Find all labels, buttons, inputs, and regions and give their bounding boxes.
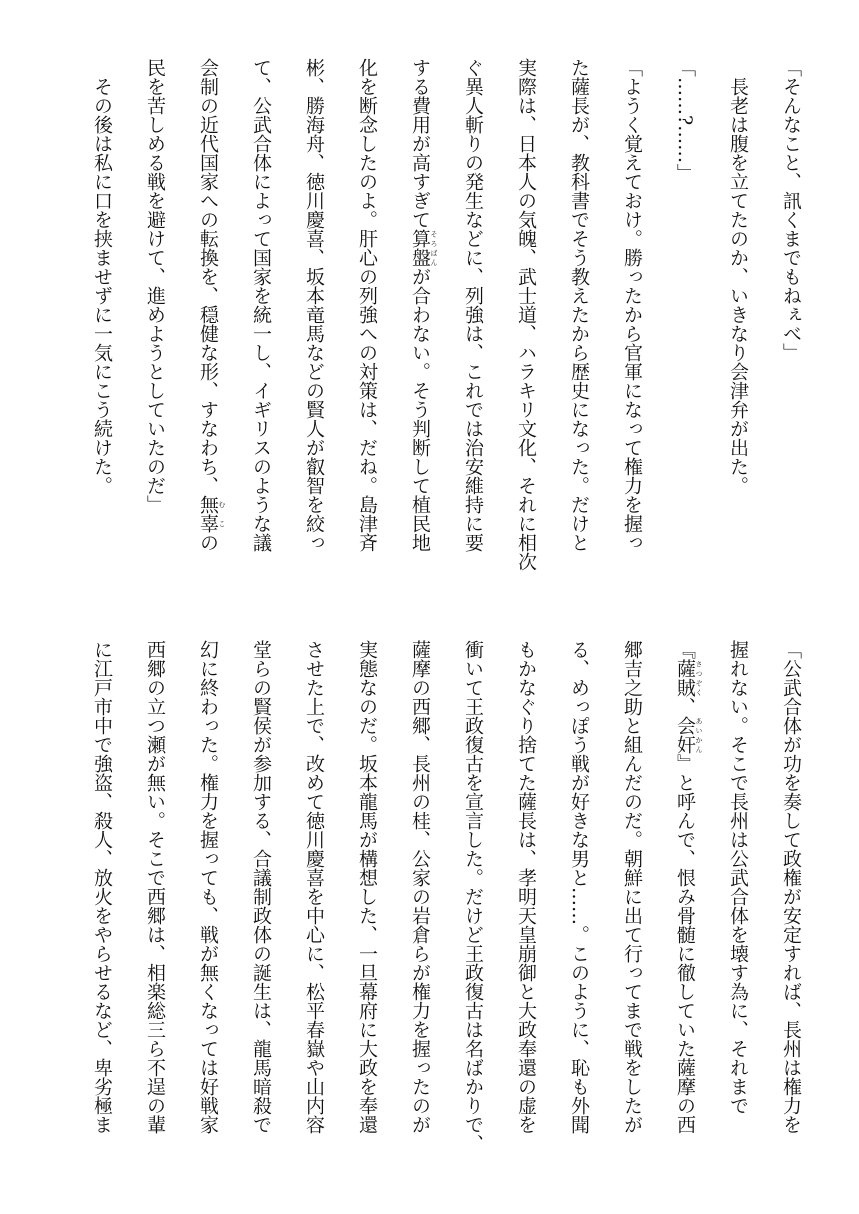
text-line: 握れない。そこで長州は公武合体を壊す為に、それまで <box>727 640 749 1115</box>
text-line: 実態なのだ。坂本龍馬が構想した、一旦幕府に大政を奉還 <box>356 640 378 1134</box>
furigana: 薩賊 さつぞく <box>674 659 703 697</box>
text-line: 西郷の立つ瀬が無い。そこで西郷は、相楽総三ら不逞の輩 <box>144 640 166 1134</box>
text-line-ruby-satsuzoku-aikan: 『薩賊 さつぞく、会奸 あいかん』と呼んで、恨み骨髄に徹していた薩摩の西 <box>674 640 703 1134</box>
furigana: 算盤 そろばん <box>409 229 438 267</box>
text-block-bottom <box>47 640 817 1190</box>
text-line: 実際は、日本人の気魄、武士道、ハラキリ文化、それに相次 <box>515 58 537 571</box>
furigana: 会奸 あいかん <box>674 716 703 754</box>
text-block-top <box>47 58 817 571</box>
text-line: もかなぐり捨てた薩長は、孝明天皇崩御と大政奉還の虚を <box>515 640 537 1134</box>
text-line-ruby-soroban: する費用が高すぎて算盤 そろばんが合わない。そう判断して植民地 <box>409 58 438 552</box>
text-line: 「そんなこと、訊くまでもねぇべ」 <box>780 58 802 362</box>
text-line: 薩摩の西郷、長州の桂、公家の岩倉らが権力を握ったのが <box>409 640 431 1134</box>
text-line: 化を断念したのよ。肝心の列強への対策は、だね。島津斉 <box>356 58 378 552</box>
text-line: 衝いて王政復古を宣言した。だけど王政復古は名ばかりで、 <box>462 640 484 1153</box>
text-line: させた上で、改めて徳川慶喜を中心に、松平春嶽や山内容 <box>303 640 325 1134</box>
text-line-ruby-muko: 会制の近代国家への転換を、穏健な形、すなわち、無辜 むこの <box>197 58 226 552</box>
text-line: 彬、勝海舟、徳川慶喜、坂本竜馬などの賢人が叡智を絞っ <box>303 58 325 552</box>
text-line: た薩長が、教科書でそう教えたから歴史になった。だけと <box>568 58 590 552</box>
text-line: 民を苦しめる戦を避けて、進めようとしていたのだ」 <box>144 58 166 514</box>
text-line: 堂らの賢侯が参加する、合議制政体の誕生は、龍馬暗殺で <box>250 640 272 1134</box>
text-line: その後は私に口を挟ませずに一気にこう続けた。 <box>91 58 113 495</box>
text-line: ぐ異人斬りの発生などに、列強は、これでは治安維持に要 <box>462 58 484 552</box>
text-line: 長老は腹を立てたのか、いきなり会津弁が出た。 <box>727 58 749 495</box>
text-line: 「公武合体が功を奏して政権が安定すれば、長州は権力を <box>780 640 802 1134</box>
text-line: 郷吉之助と組んだのだ。朝鮮に出て行ってまで戦をしたが <box>621 640 643 1134</box>
text-line: に江戸市中で強盗、殺人、放火をやらせるなど、卑劣極ま <box>91 640 113 1134</box>
furigana: 無辜 むこ <box>197 495 226 533</box>
text-line: る、めっぽう戦が好きな男と……。このように、恥も外聞 <box>568 640 590 1134</box>
text-line: 「……?……」 <box>674 58 696 183</box>
text-line: 幻に終わった。権力を握っても、戦が無くなっては好戦家 <box>197 640 219 1134</box>
text-line: 「ようく覚えておけ。勝ったから官軍になって権力を握っ <box>621 58 643 552</box>
text-line: て、公武合体によって国家を統一し、イギリスのような議 <box>250 58 272 552</box>
